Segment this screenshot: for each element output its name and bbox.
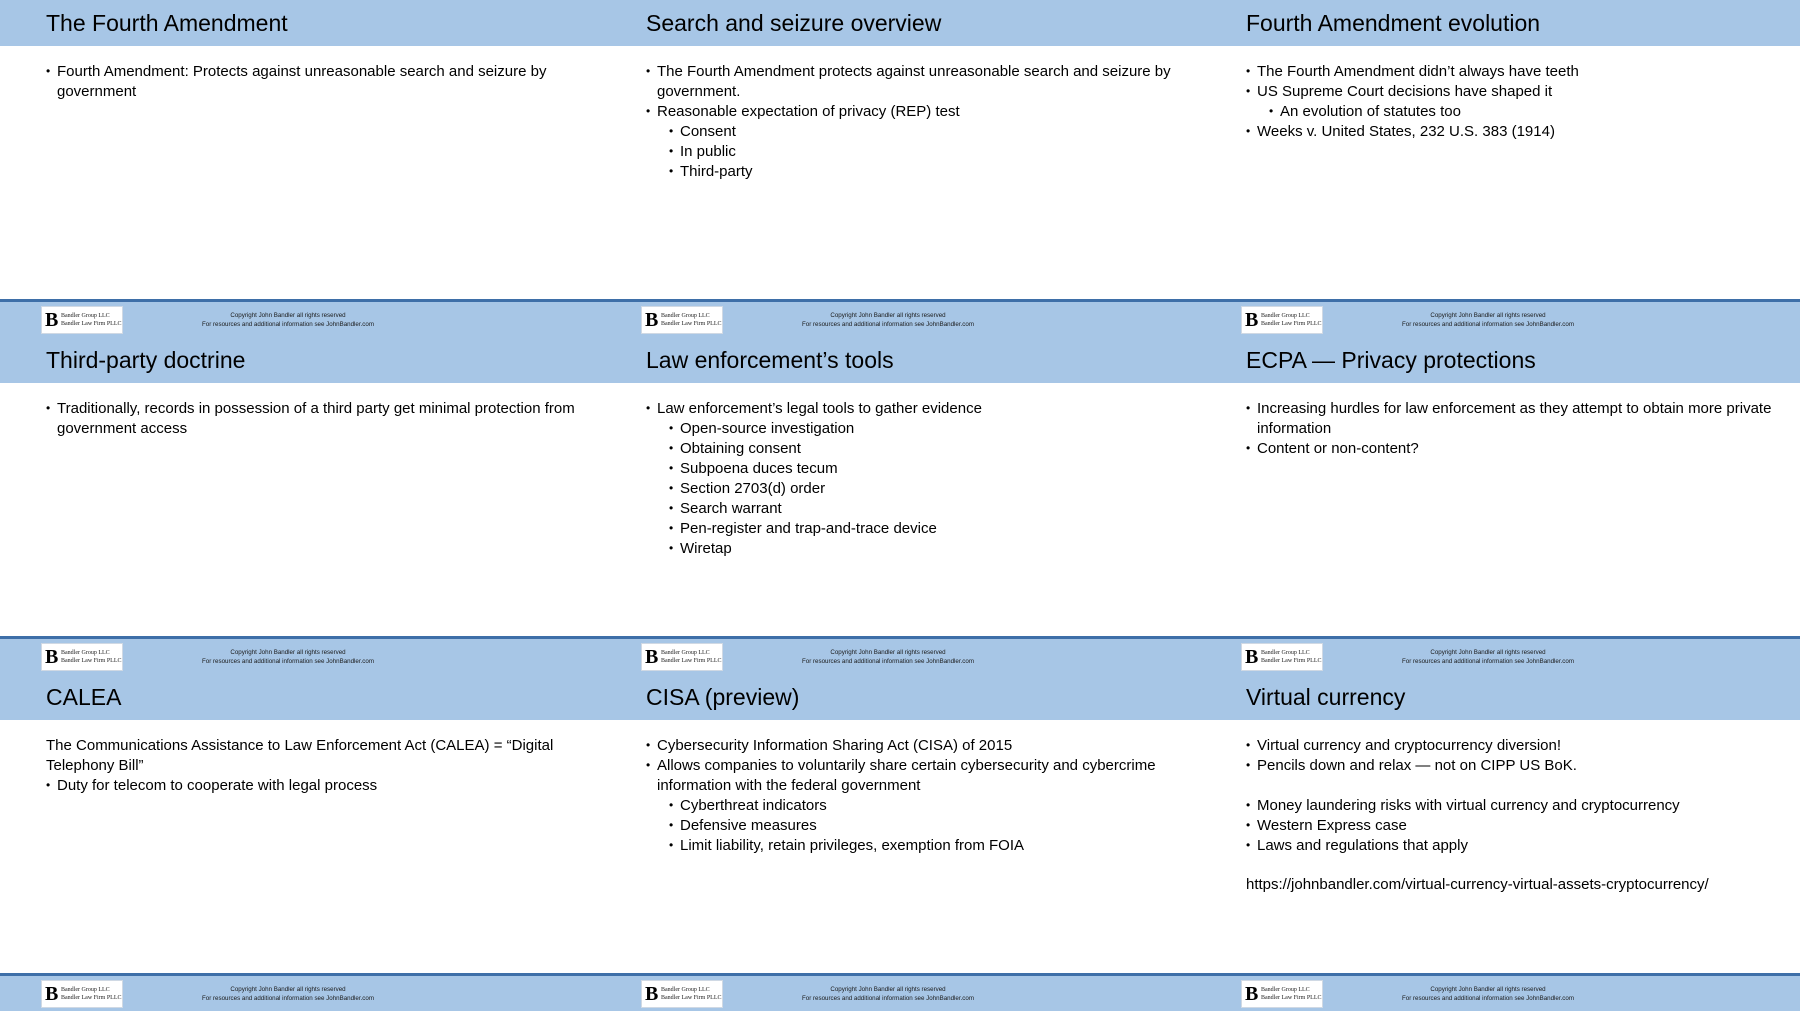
logo-mark: B bbox=[45, 983, 59, 1005]
copyright-notice bbox=[770, 649, 1006, 666]
bullet-item bbox=[646, 836, 1176, 856]
bullet-item bbox=[646, 816, 1176, 836]
bullet-text: The Fourth Amendment protects against unreasonable search and seizure by government. bbox=[657, 63, 1171, 100]
copyright-line: Copyright John Bandler all rights reserved bbox=[230, 312, 346, 319]
logo-mark: B bbox=[645, 983, 659, 1005]
bullet-item bbox=[1246, 122, 1776, 142]
bullet-dot-icon: • bbox=[646, 738, 651, 752]
logo-line: Bandler Law Firm PLLC bbox=[1261, 321, 1322, 327]
logo-line: Bandler Group LLC bbox=[661, 650, 710, 656]
bullet-item bbox=[46, 399, 576, 438]
slide-title-band bbox=[0, 674, 600, 720]
copyright-line: For resources and additional information see JohnBandler.com bbox=[1402, 994, 1574, 1002]
bullet-dot-icon: • bbox=[669, 461, 674, 475]
logo-line: Bandler Group LLC bbox=[61, 987, 110, 993]
copyright-line: For resources and additional information see JohnBandler.com bbox=[802, 994, 974, 1002]
slide-title-band bbox=[600, 674, 1200, 720]
bullet-dot-icon: • bbox=[1246, 124, 1251, 138]
bullet-item bbox=[1246, 836, 1776, 856]
bullet-text: Western Express case bbox=[1257, 816, 1407, 834]
logo-mark: B bbox=[1245, 983, 1259, 1005]
copyright-line: For resources and additional information see JohnBandler.com bbox=[202, 320, 374, 328]
bullet-item bbox=[646, 399, 1176, 419]
bullet-dot-icon: • bbox=[1246, 64, 1251, 78]
bullet-item bbox=[646, 539, 1176, 559]
slide-body bbox=[1246, 62, 1776, 142]
slide-thumbnail[interactable] bbox=[1200, 674, 1800, 1011]
copyright-line: For resources and additional information see JohnBandler.com bbox=[202, 994, 374, 1002]
bullet-dot-icon: • bbox=[669, 541, 674, 555]
bullet-text: Allows companies to voluntarily share certain cybersecurity and cybercrime information with the federal government bbox=[657, 757, 1156, 794]
bullet-dot-icon: • bbox=[1246, 440, 1251, 455]
bullet-dot-icon: • bbox=[1246, 817, 1251, 832]
bullet-dot-icon: • bbox=[669, 521, 674, 535]
bullet-dot-icon: • bbox=[669, 421, 674, 435]
bullet-item bbox=[646, 459, 1176, 479]
bullet-text: Cybersecurity Information Sharing Act (CISA) of 2015 bbox=[657, 737, 1013, 754]
bullet-item bbox=[1246, 62, 1776, 82]
slide-title-band bbox=[600, 0, 1200, 46]
bandler-logo bbox=[641, 980, 723, 1008]
bullet-text: Obtaining consent bbox=[680, 440, 801, 457]
bullet-dot-icon: • bbox=[646, 64, 651, 78]
bullet-dot-icon: • bbox=[1246, 738, 1251, 752]
slide-title: CISA (preview) bbox=[646, 684, 800, 710]
bullet-text: Third-party bbox=[680, 162, 753, 180]
bullet-text: Reasonable expectation of privacy (REP) test bbox=[657, 102, 960, 120]
bullet-dot-icon: • bbox=[669, 123, 674, 138]
bullet-item bbox=[646, 162, 1176, 182]
slide-thumbnail[interactable] bbox=[0, 0, 600, 337]
logo-mark: B bbox=[45, 309, 59, 331]
slide-footer bbox=[600, 976, 1200, 1011]
logo-line: Bandler Law Firm PLLC bbox=[661, 658, 722, 664]
copyright-line: Copyright John Bandler all rights reserved bbox=[830, 649, 946, 656]
bullet-item bbox=[646, 142, 1176, 162]
slide-footer bbox=[1200, 639, 1800, 674]
bullet-dot-icon: • bbox=[1246, 797, 1251, 812]
copyright-line: For resources and additional information see JohnBandler.com bbox=[1402, 320, 1574, 328]
slide-footer bbox=[600, 639, 1200, 674]
bullet-dot-icon: • bbox=[669, 481, 674, 495]
bullet-text: In public bbox=[680, 142, 736, 160]
logo-mark: B bbox=[1245, 309, 1259, 331]
copyright-notice bbox=[170, 649, 406, 666]
logo-line: Bandler Law Firm PLLC bbox=[61, 658, 122, 664]
slide-title: Fourth Amendment evolution bbox=[1246, 10, 1541, 36]
copyright-notice bbox=[1370, 986, 1606, 1003]
logo-line: Bandler Group LLC bbox=[61, 650, 110, 656]
bullet-item bbox=[1246, 796, 1776, 816]
bullet-item bbox=[646, 519, 1176, 539]
bullet-dot-icon: • bbox=[669, 501, 674, 515]
slide-title: Law enforcement’s tools bbox=[646, 347, 894, 373]
bullet-text: Money laundering risks with virtual currency and cryptocurrency bbox=[1257, 796, 1680, 814]
slide-thumbnail[interactable] bbox=[1200, 337, 1800, 674]
slide-title: Virtual currency bbox=[1246, 684, 1406, 710]
bandler-logo bbox=[1241, 980, 1323, 1008]
bullet-item bbox=[1246, 736, 1776, 756]
bullet-dot-icon: • bbox=[1269, 104, 1274, 118]
copyright-line: Copyright John Bandler all rights reserved bbox=[830, 312, 946, 319]
logo-mark: B bbox=[45, 646, 59, 668]
slide-title: ECPA — Privacy protections bbox=[1246, 347, 1536, 373]
slide-thumbnail[interactable] bbox=[1200, 0, 1800, 337]
copyright-line: For resources and additional information see JohnBandler.com bbox=[802, 657, 974, 665]
copyright-notice bbox=[770, 986, 1006, 1003]
body-paragraph bbox=[46, 736, 576, 775]
bullet-text: Wiretap bbox=[680, 540, 732, 557]
bullet-text: The Communications Assistance to Law Enforcement Act (CALEA) = “Digital Telephony Bill” bbox=[46, 737, 554, 774]
bandler-logo bbox=[41, 643, 123, 671]
logo-line: Bandler Law Firm PLLC bbox=[661, 995, 722, 1001]
logo-line: Bandler Law Firm PLLC bbox=[1261, 658, 1322, 664]
bullet-item bbox=[646, 479, 1176, 499]
logo-line: Bandler Group LLC bbox=[661, 313, 710, 319]
slide-title: Search and seizure overview bbox=[646, 10, 942, 36]
bullet-dot-icon: • bbox=[1246, 401, 1251, 415]
body-paragraph bbox=[1246, 875, 1776, 895]
bullet-item bbox=[646, 102, 1176, 122]
slide-body bbox=[46, 736, 576, 796]
logo-mark: B bbox=[645, 309, 659, 331]
bullet-dot-icon: • bbox=[669, 441, 674, 455]
bullet-item bbox=[1246, 439, 1776, 459]
bullet-item bbox=[646, 439, 1176, 459]
bandler-logo bbox=[1241, 306, 1323, 334]
bandler-logo bbox=[641, 643, 723, 671]
copyright-notice bbox=[1370, 649, 1606, 666]
copyright-line: For resources and additional information see JohnBandler.com bbox=[802, 320, 974, 328]
slide-title-band bbox=[1200, 674, 1800, 720]
bullet-item bbox=[1246, 102, 1776, 122]
slide-body bbox=[646, 399, 1176, 559]
logo-mark: B bbox=[645, 646, 659, 668]
bullet-text: Fourth Amendment: Protects against unreasonable search and seizure by government bbox=[57, 63, 547, 100]
bullet-text: Limit liability, retain privileges, exemption from FOIA bbox=[680, 836, 1025, 854]
slide-title-band bbox=[600, 337, 1200, 383]
bullet-item bbox=[646, 736, 1176, 756]
bullet-text: Open-source investigation bbox=[680, 420, 855, 437]
slide-body bbox=[1246, 399, 1776, 459]
bullet-item bbox=[1246, 399, 1776, 438]
slide-body bbox=[646, 736, 1176, 856]
slide-body bbox=[46, 399, 576, 439]
bullet-dot-icon: • bbox=[669, 797, 674, 812]
bullet-text: Law enforcement’s legal tools to gather evidence bbox=[657, 400, 982, 417]
copyright-line: For resources and additional information see JohnBandler.com bbox=[1402, 657, 1574, 665]
bullet-item bbox=[1246, 756, 1776, 776]
bullet-dot-icon: • bbox=[1246, 84, 1251, 98]
slide-thumbnail[interactable] bbox=[600, 337, 1200, 674]
copyright-line: Copyright John Bandler all rights reserved bbox=[830, 986, 946, 993]
bullet-text: Pen-register and trap-and-trace device bbox=[680, 520, 937, 537]
bullet-item bbox=[646, 499, 1176, 519]
copyright-line: Copyright John Bandler all rights reserved bbox=[230, 986, 346, 993]
bullet-dot-icon: • bbox=[669, 817, 674, 832]
slide-title-band bbox=[0, 337, 600, 383]
copyright-notice bbox=[1370, 312, 1606, 329]
copyright-notice bbox=[170, 986, 406, 1003]
bullet-dot-icon: • bbox=[46, 64, 51, 78]
bullet-text: Section 2703(d) order bbox=[680, 480, 826, 497]
bullet-text: Cyberthreat indicators bbox=[680, 796, 827, 814]
bullet-item bbox=[646, 419, 1176, 439]
logo-line: Bandler Law Firm PLLC bbox=[61, 995, 122, 1001]
slide-title-band bbox=[0, 0, 600, 46]
bullet-dot-icon: • bbox=[646, 103, 651, 118]
copyright-line: Copyright John Bandler all rights reserved bbox=[1430, 649, 1546, 656]
bullet-item bbox=[646, 756, 1176, 795]
logo-line: Bandler Law Firm PLLC bbox=[661, 321, 722, 327]
bullet-dot-icon: • bbox=[669, 837, 674, 852]
logo-line: Bandler Group LLC bbox=[1261, 650, 1310, 656]
bullet-text: Consent bbox=[680, 122, 736, 140]
logo-line: Bandler Group LLC bbox=[1261, 313, 1310, 319]
slide-footer bbox=[0, 976, 600, 1011]
logo-line: Bandler Law Firm PLLC bbox=[1261, 995, 1322, 1001]
bullet-text: An evolution of statutes too bbox=[1280, 103, 1461, 120]
copyright-line: Copyright John Bandler all rights reserved bbox=[230, 649, 346, 656]
logo-mark: B bbox=[1245, 646, 1259, 668]
slide-title-band bbox=[1200, 0, 1800, 46]
slide-footer bbox=[600, 302, 1200, 337]
bullet-dot-icon: • bbox=[1246, 758, 1251, 772]
logo-line: Bandler Group LLC bbox=[661, 987, 710, 993]
copyright-notice bbox=[770, 312, 1006, 329]
slide-body bbox=[646, 62, 1176, 182]
bullet-text: The Fourth Amendment didn’t always have teeth bbox=[1257, 63, 1579, 80]
bullet-text: Subpoena duces tecum bbox=[680, 460, 838, 477]
bullet-item bbox=[1246, 816, 1776, 836]
bandler-logo bbox=[41, 306, 123, 334]
copyright-line: For resources and additional information see JohnBandler.com bbox=[202, 657, 374, 665]
bullet-text: US Supreme Court decisions have shaped it bbox=[1257, 83, 1553, 100]
slide-thumbnail[interactable] bbox=[0, 337, 600, 674]
copyright-line: Copyright John Bandler all rights reserved bbox=[1430, 312, 1546, 319]
logo-line: Bandler Group LLC bbox=[61, 313, 110, 319]
bullet-item bbox=[1246, 82, 1776, 102]
bullet-dot-icon: • bbox=[1246, 837, 1251, 852]
slide-body bbox=[46, 62, 576, 102]
bandler-logo bbox=[41, 980, 123, 1008]
slide-footer bbox=[0, 302, 600, 337]
slide-footer bbox=[1200, 976, 1800, 1011]
bullet-dot-icon: • bbox=[646, 401, 651, 415]
slide-footer bbox=[0, 639, 600, 674]
bullet-dot-icon: • bbox=[646, 758, 651, 772]
bullet-item bbox=[46, 776, 576, 796]
bullet-text: Weeks v. United States, 232 U.S. 383 (1914) bbox=[1257, 123, 1555, 140]
bandler-logo bbox=[641, 306, 723, 334]
slide-footer bbox=[1200, 302, 1800, 337]
slide-title: The Fourth Amendment bbox=[46, 10, 288, 36]
bullet-text: Content or non-content? bbox=[1257, 439, 1419, 457]
slide-title: Third-party doctrine bbox=[46, 347, 246, 373]
bullet-item bbox=[646, 796, 1176, 816]
slide-thumbnail[interactable] bbox=[600, 674, 1200, 1011]
bullet-text: https://johnbandler.com/virtual-currency-virtual-assets-cryptocurrency/ bbox=[1246, 876, 1709, 893]
bullet-text: Laws and regulations that apply bbox=[1257, 836, 1468, 854]
bullet-dot-icon: • bbox=[46, 401, 51, 415]
copyright-notice bbox=[170, 312, 406, 329]
bullet-text: Duty for telecom to cooperate with legal process bbox=[57, 776, 378, 794]
bullet-text: Pencils down and relax — not on CIPP US BoK. bbox=[1257, 757, 1577, 774]
logo-line: Bandler Law Firm PLLC bbox=[61, 321, 122, 327]
bullet-item bbox=[646, 122, 1176, 142]
logo-line: Bandler Group LLC bbox=[1261, 987, 1310, 993]
slide-thumbnail[interactable] bbox=[600, 0, 1200, 337]
bullet-text: Defensive measures bbox=[680, 816, 817, 834]
bullet-dot-icon: • bbox=[669, 163, 674, 178]
slide-thumbnail[interactable] bbox=[0, 674, 600, 1011]
bullet-dot-icon: • bbox=[46, 777, 51, 792]
bullet-item bbox=[646, 62, 1176, 101]
bullet-text: Search warrant bbox=[680, 500, 782, 517]
bullet-text: Traditionally, records in possession of a third party get minimal protection from government access bbox=[57, 400, 575, 437]
slide-title: CALEA bbox=[46, 684, 122, 710]
copyright-line: Copyright John Bandler all rights reserved bbox=[1430, 986, 1546, 993]
bullet-item bbox=[46, 62, 576, 101]
bullet-dot-icon: • bbox=[669, 143, 674, 158]
slide-title-band bbox=[1200, 337, 1800, 383]
bullet-text: Increasing hurdles for law enforcement as they attempt to obtain more private information bbox=[1257, 400, 1772, 437]
bullet-text: Virtual currency and cryptocurrency diversion! bbox=[1257, 737, 1562, 754]
slide-body bbox=[1246, 736, 1776, 895]
bandler-logo bbox=[1241, 643, 1323, 671]
